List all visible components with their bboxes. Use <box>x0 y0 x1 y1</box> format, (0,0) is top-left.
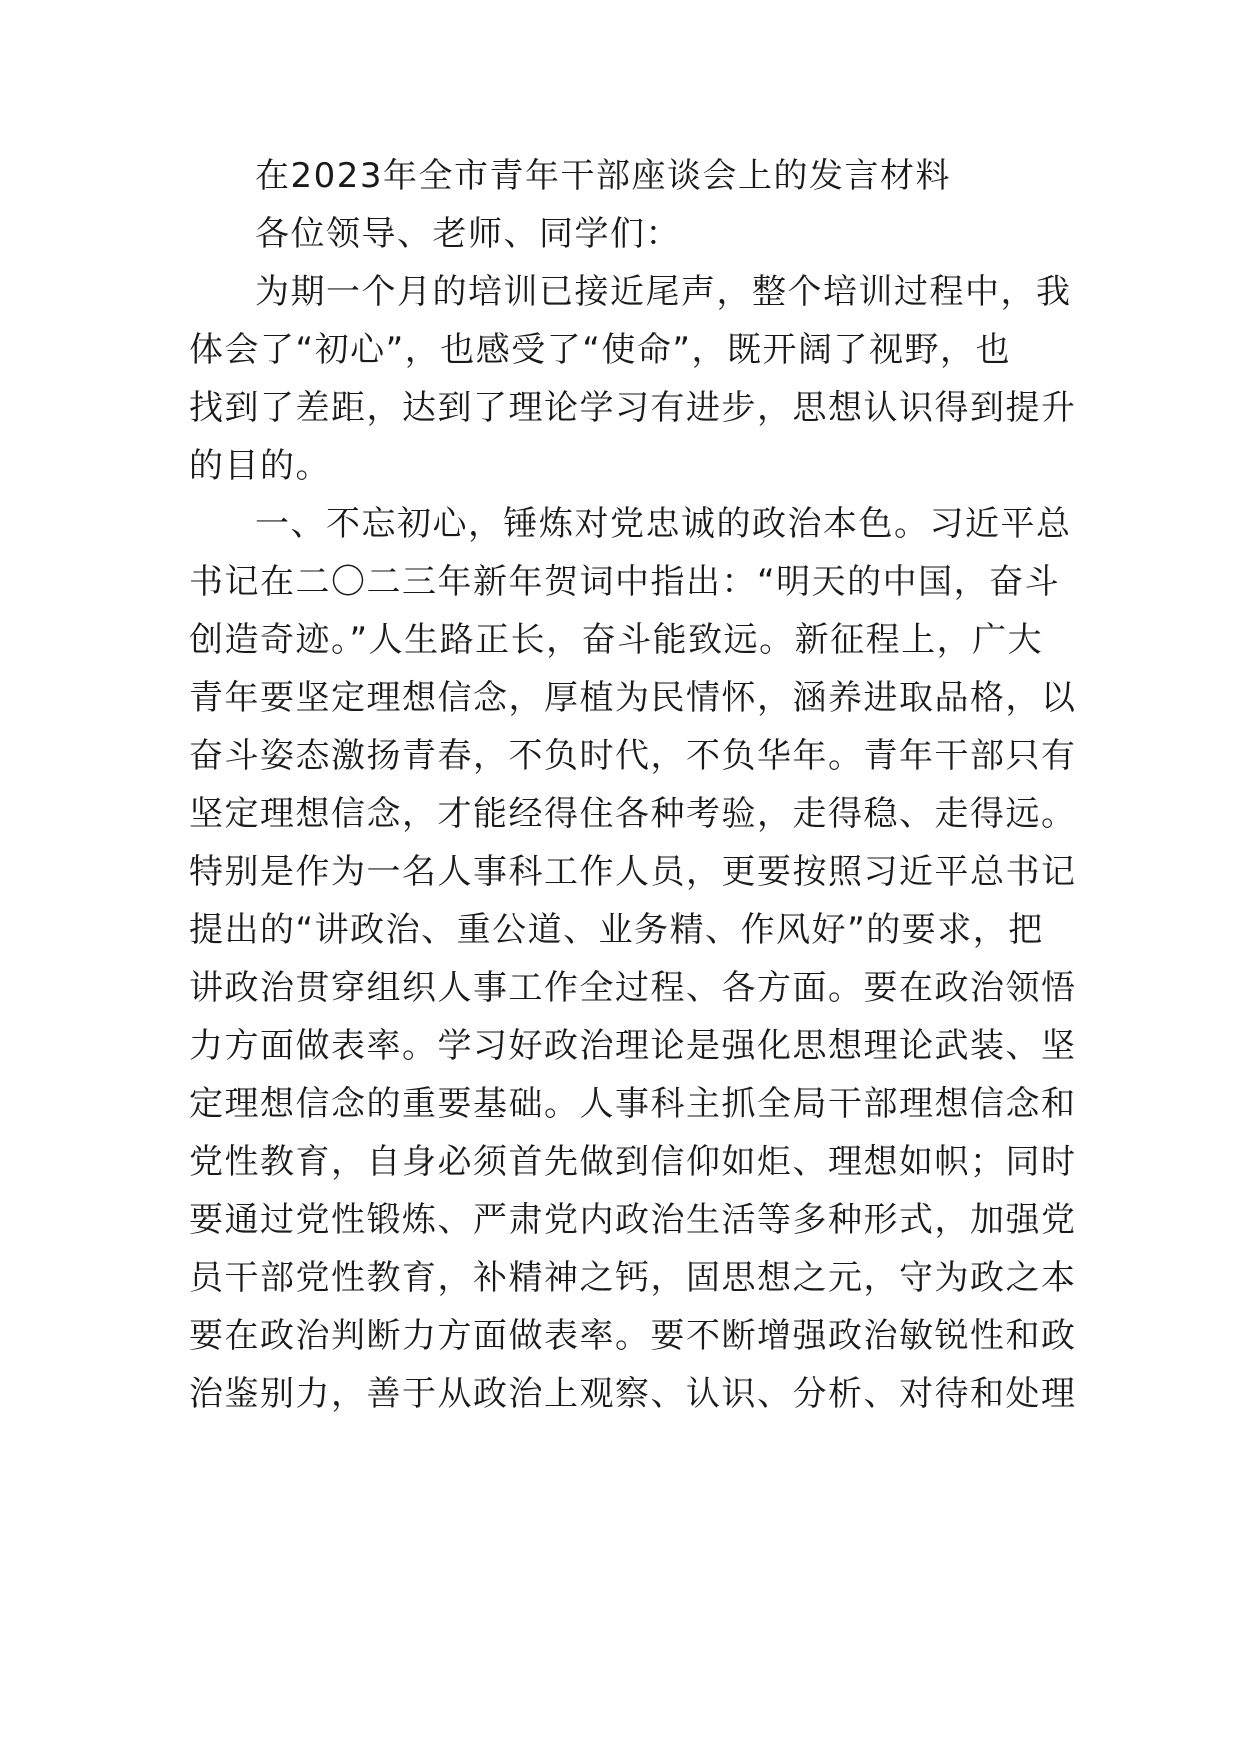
paragraph-line: 员干部党性教育，补精神之钙，固思想之元，守为政之本 <box>189 1258 1077 1298</box>
paragraph-line: 体会了“初心”，也感受了“使命”，既开阔了视野，也 <box>189 330 1011 370</box>
paragraph-line: 书记在二〇二三年新年贺词中指出：“明天的中国，奋斗 <box>189 562 1061 602</box>
paragraph-line: 治鉴别力，善于从政治上观察、认识、分析、对待和处理 <box>189 1374 1077 1414</box>
paragraph-line: 定理想信念的重要基础。人事科主抓全局干部理想信念和 <box>189 1084 1077 1124</box>
paragraph-line: 党性教育，自身必须首先做到信仰如炬、理想如帜；同时 <box>189 1142 1077 1182</box>
paragraph-line: 坚定理想信念，才能经得住各种考验，走得稳、走得远。 <box>189 794 1077 834</box>
paragraph-line: 力方面做表率。学习好政治理论是强化思想理论武装、坚 <box>189 1026 1077 1066</box>
paragraph-line: 提出的“讲政治、重公道、业务精、作风好”的要求，把 <box>189 910 1044 950</box>
paragraph-line: 要在政治判断力方面做表率。要不断增强政治敏锐性和政 <box>189 1316 1077 1356</box>
paragraph-line: 的目的。 <box>189 446 331 486</box>
paragraph-line: 讲政治贯穿组织人事工作全过程、各方面。要在政治领悟 <box>189 968 1077 1008</box>
salutation: 各位领导、老师、同学们： <box>255 214 681 254</box>
paragraph-line: 为期一个月的培训已接近尾声，整个培训过程中，我 <box>255 272 1072 312</box>
paragraph-line: 特别是作为一名人事科工作人员，更要按照习近平总书记 <box>189 852 1077 892</box>
paragraph-line: 青年要坚定理想信念，厚植为民情怀，涵养进取品格，以 <box>189 678 1077 718</box>
paragraph-line: 创造奇迹。”人生路正长，奋斗能致远。新征程上，广大 <box>189 620 1044 660</box>
paragraph-line: 一、不忘初心，锤炼对党忠诚的政治本色。习近平总 <box>255 504 1072 544</box>
document-title: 在2023年全市青年干部座谈会上的发言材料 <box>255 156 952 196</box>
paragraph-line: 找到了差距，达到了理论学习有进步，思想认识得到提升 <box>189 388 1077 428</box>
paragraph-line: 奋斗姿态激扬青春，不负时代，不负华年。青年干部只有 <box>189 736 1077 776</box>
paragraph-line: 要通过党性锻炼、严肃党内政治生活等多种形式，加强党 <box>189 1200 1077 1240</box>
